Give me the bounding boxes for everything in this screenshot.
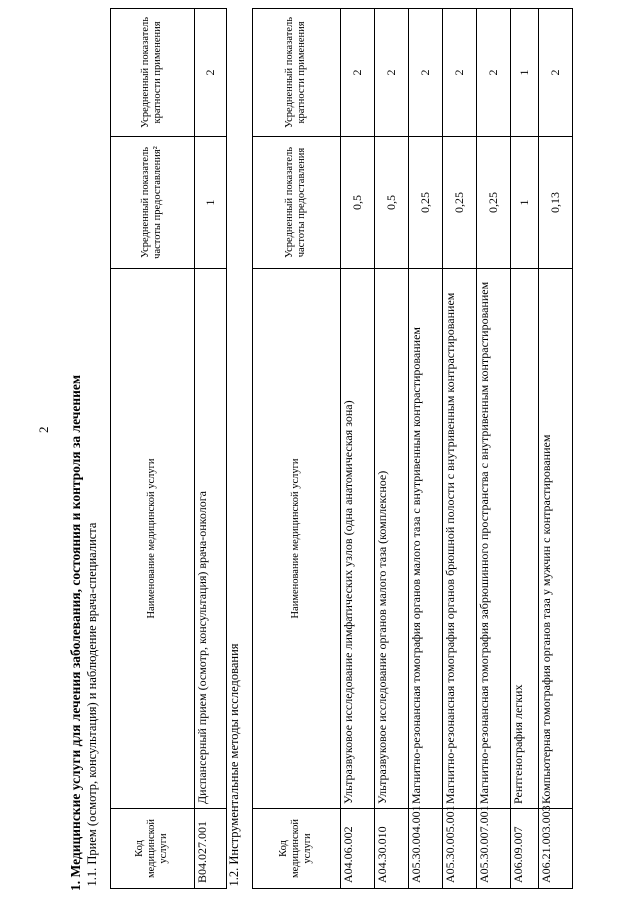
service-code: A04.06.002 [340, 809, 374, 889]
service-code: A05.30.004.001 [408, 809, 442, 889]
service-code: A04.30.010 [374, 809, 408, 889]
multiplicity-value: 2 [374, 8, 408, 136]
service-name: Ультразвуковое исследование лимфатических узлов (одна анатомическая зона) [340, 269, 374, 809]
header-multiplicity: Усредненный показатель кратности применения [110, 8, 194, 136]
frequency-value: 0,5 [374, 137, 408, 269]
service-name: Рентгенография легких [510, 269, 538, 809]
frequency-value: 0,5 [340, 137, 374, 269]
service-code: A05.30.007.001 [476, 809, 510, 889]
service-name: Ультразвуковое исследование органов малого таза (комплексное) [374, 269, 408, 809]
service-code: A06.09.007 [510, 809, 538, 889]
service-code: B04.027.001 [194, 809, 226, 889]
service-code: A06.21.003.003 [538, 809, 572, 889]
header-code: Код медицинской услуги [252, 809, 340, 889]
table-row [538, 8, 572, 888]
frequency-value: 0,25 [408, 137, 442, 269]
table-row [408, 8, 442, 888]
service-name: Магнитно-резонансная томография органов малого таза с внутривенным контрастированием [408, 269, 442, 809]
header-frequency: Усредненный показатель частоты предоставления² [110, 137, 194, 269]
header-frequency: Усредненный показатель частоты предоставления [252, 137, 340, 269]
table-row [510, 8, 538, 888]
header-multiplicity: Усредненный показатель кратности применения [252, 8, 340, 136]
table-row [374, 8, 408, 888]
frequency-value: 1 [510, 137, 538, 269]
subsection-title-1-1: 1.1. Прием (осмотр, консультация) и наблюдение врача-специалиста [86, 8, 110, 888]
frequency-value: 0,25 [476, 137, 510, 269]
service-name: Диспансерный прием (осмотр, консультация) врача-онколога [194, 269, 226, 809]
service-name: Магнитно-резонансная томография органов брюшной полости с внутривенным контрастированием [442, 269, 476, 809]
multiplicity-value: 2 [476, 8, 510, 136]
table-row [442, 8, 476, 888]
multiplicity-value: 2 [194, 8, 226, 136]
frequency-value: 0,25 [442, 137, 476, 269]
multiplicity-value: 2 [408, 8, 442, 136]
section-heading: 1. Медицинские услуги для лечения заболевания, состояния и контроля за лечением [68, 374, 83, 891]
service-code: A05.30.005.001 [442, 809, 476, 889]
header-name: Наименование медицинской услуги [252, 269, 340, 809]
subsection-title-1-2: 1.2. Инструментальные методы исследования [228, 8, 252, 888]
service-name: Магнитно-резонансная томография забрюшинного пространства с внутривенным контрастированием [476, 269, 510, 809]
table-row [476, 8, 510, 888]
frequency-value: 0,13 [538, 137, 572, 269]
header-name: Наименование медицинской услуги [110, 269, 194, 809]
instrumental-methods-table [228, 8, 573, 889]
table-row [340, 8, 374, 888]
multiplicity-value: 2 [442, 8, 476, 136]
service-name: Компьютерная томография органов таза у мужчин с контрастированием [538, 269, 572, 809]
multiplicity-value: 1 [510, 8, 538, 136]
header-code: Код медицинской услуги [110, 809, 194, 889]
multiplicity-value: 2 [340, 8, 374, 136]
table-row [194, 8, 226, 888]
frequency-value: 1 [194, 137, 226, 269]
multiplicity-value: 2 [538, 8, 572, 136]
page-number: 2 [36, 426, 51, 433]
consultation-table [86, 8, 227, 889]
